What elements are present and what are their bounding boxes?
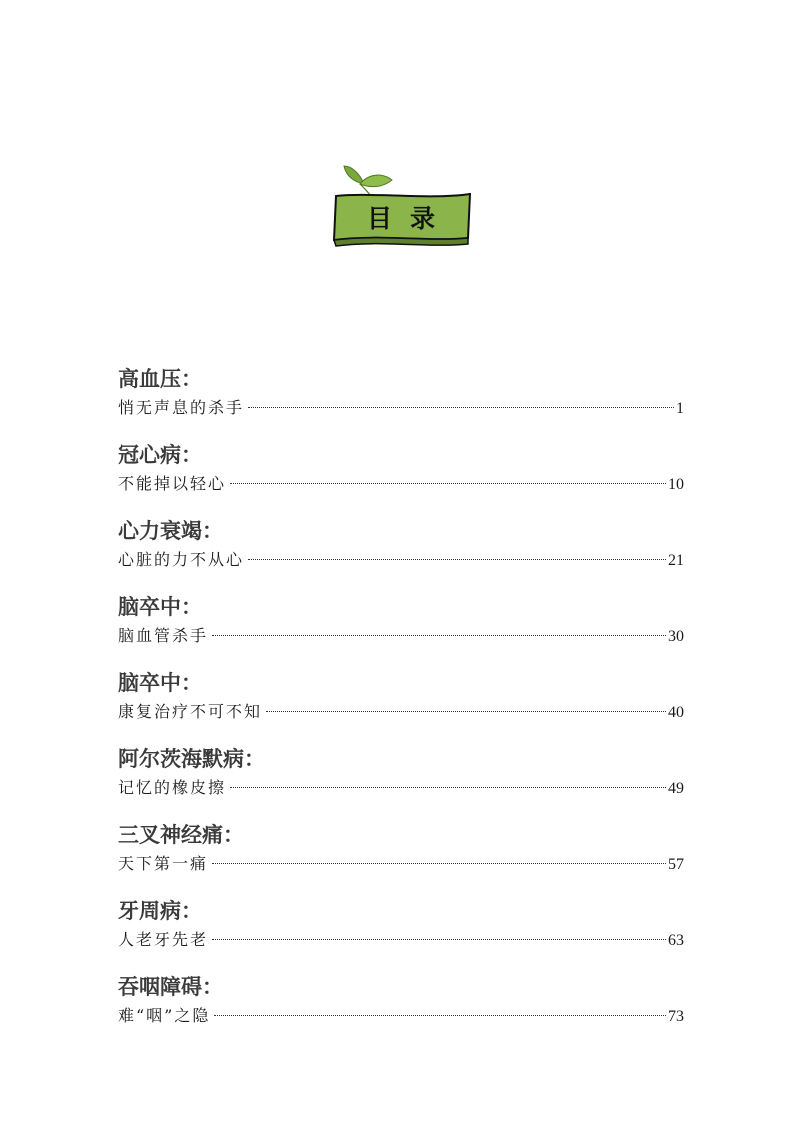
dot-leader: [266, 711, 666, 712]
page-number: 40: [668, 704, 684, 721]
chapter-subtitle: 不能掉以轻心: [118, 474, 227, 493]
toc-entry[interactable]: [118, 896, 684, 956]
toc-row: [118, 774, 684, 802]
chapter-subtitle: 心脏的力不从心: [118, 550, 245, 569]
chapter-title: 三叉神经痛：: [118, 823, 244, 847]
toc-entry[interactable]: [118, 592, 684, 652]
toc-entry[interactable]: [118, 972, 684, 1032]
page-number: 21: [668, 552, 684, 569]
page-number: 73: [668, 1008, 684, 1025]
dot-leader: [230, 483, 666, 484]
toc-entry[interactable]: [118, 440, 684, 500]
dot-leader: [214, 1015, 666, 1016]
page-number: 57: [668, 856, 684, 873]
leaf-icon: [360, 175, 392, 187]
toc-entry[interactable]: [118, 364, 684, 424]
page-number: 10: [668, 476, 684, 493]
dot-leader: [212, 939, 666, 940]
toc-row: [118, 470, 684, 498]
chapter-title: 心力衰竭：: [118, 519, 223, 543]
chapter-title: 高血压：: [118, 367, 202, 391]
chapter-subtitle: 康复治疗不可不知: [118, 702, 263, 721]
chapter-subtitle: 人老牙先老: [118, 930, 209, 949]
chapter-subtitle: 天下第一痛: [118, 854, 209, 873]
page-number: 30: [668, 628, 684, 645]
chapter-title: 牙周病：: [118, 899, 202, 923]
toc-row: [118, 546, 684, 574]
toc-title-badge: [330, 160, 476, 252]
toc-row: [118, 394, 684, 422]
chapter-title: 阿尔茨海默病：: [118, 747, 265, 771]
toc-row: [118, 622, 684, 650]
chapter-subtitle: 脑血管杀手: [118, 626, 209, 645]
chapter-subtitle: 记忆的橡皮擦: [118, 778, 227, 797]
dot-leader: [230, 787, 666, 788]
dot-leader: [212, 635, 666, 636]
toc-entry[interactable]: [118, 820, 684, 880]
toc-entry[interactable]: [118, 516, 684, 576]
chapter-title: 脑卒中：: [118, 595, 202, 619]
chapter-title: 吞咽障碍：: [118, 975, 223, 999]
toc-entry[interactable]: [118, 744, 684, 804]
dot-leader: [248, 407, 674, 408]
chapter-subtitle: 悄无声息的杀手: [118, 398, 245, 417]
chapter-subtitle: 难“咽”之隐: [118, 1006, 211, 1025]
dot-leader: [248, 559, 666, 560]
toc-row: [118, 1002, 684, 1030]
chapter-title: 脑卒中：: [118, 671, 202, 695]
toc-row: [118, 926, 684, 954]
leaf-icon: [344, 166, 364, 184]
toc-entry[interactable]: [118, 668, 684, 728]
dot-leader: [212, 863, 666, 864]
page-number: 63: [668, 932, 684, 949]
toc-row: [118, 698, 684, 726]
toc-row: [118, 850, 684, 878]
page-number: 1: [676, 400, 684, 417]
chapter-title: 冠心病：: [118, 443, 202, 467]
page-title: 目录: [366, 204, 453, 233]
page-number: 49: [668, 780, 684, 797]
